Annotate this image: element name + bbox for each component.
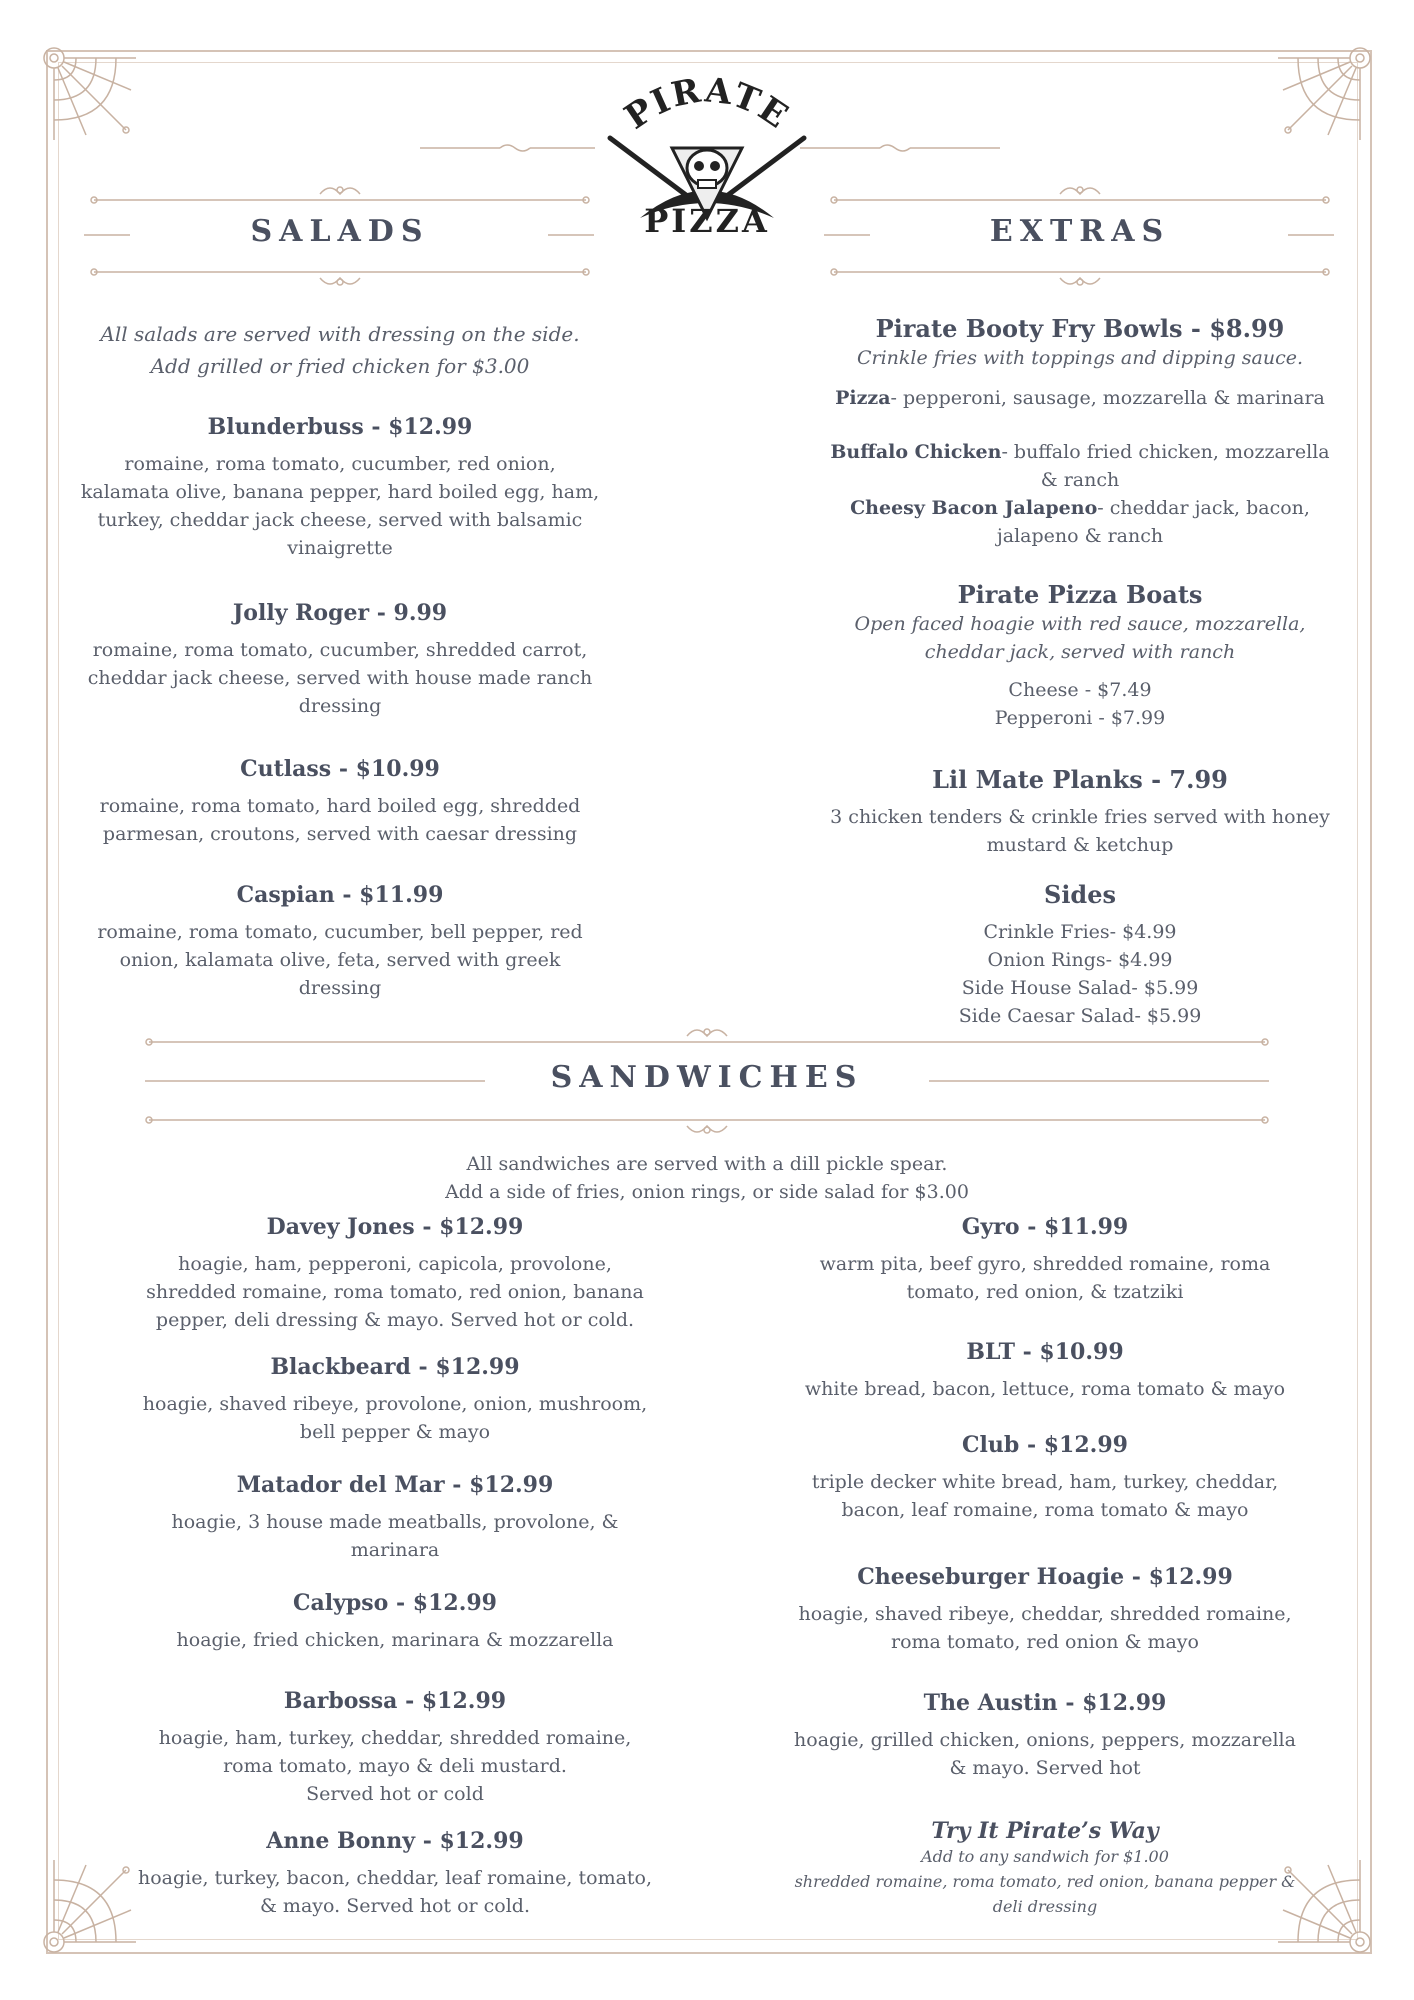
sandwich-blackbeard bbox=[135, 1352, 655, 1446]
sandwiches-title: SANDWICHES bbox=[550, 1060, 864, 1095]
sandwich-desc: hoagie, ham, turkey, cheddar, shredded romaine, roma tomato, mayo & deli mustard. bbox=[158, 1727, 632, 1777]
sandwiches-side-rules bbox=[145, 1078, 1269, 1084]
sandwich-desc-extra: Served hot or cold bbox=[306, 1783, 484, 1805]
logo-top-text: PIRATE bbox=[617, 70, 797, 138]
sandwich-title: Matador del Mar - $12.99 bbox=[236, 1472, 554, 1498]
sandwich-title: Anne Bonny - $12.99 bbox=[266, 1828, 524, 1854]
sandwich-title: Gyro - $11.99 bbox=[961, 1214, 1129, 1240]
fry-bowl-option-jalapeno bbox=[822, 494, 1338, 550]
extras-side-rules bbox=[824, 232, 1334, 238]
salad-item-title: Blunderbuss - $12.99 bbox=[207, 414, 473, 440]
pirates-way-title: Try It Pirate’s Way bbox=[931, 1818, 1159, 1844]
sandwich-title: BLT - $10.99 bbox=[966, 1339, 1124, 1365]
logo-flourish-lines bbox=[420, 140, 1000, 156]
salad-item-desc: romaine, roma tomato, cucumber, red onion, kalamata olive, banana pepper, hard boiled egg, ham, turkey, cheddar jack cheese, served with balsamic vinaigrette bbox=[80, 453, 600, 559]
sandwich-desc: hoagie, shaved ribeye, provolone, onion, mushroom, bell pepper & mayo bbox=[142, 1393, 648, 1443]
salad-item-desc: romaine, roma tomato, hard boiled egg, shredded parmesan, croutons, served with caesar dressing bbox=[99, 795, 581, 845]
salads-title: SALADS bbox=[250, 214, 430, 249]
sandwiches-flourish-top bbox=[145, 1022, 1269, 1048]
try-it-pirates-way bbox=[785, 1818, 1305, 1919]
salad-item-title: Cutlass - $10.99 bbox=[240, 756, 440, 782]
pizza-boats-title: Pirate Pizza Boats bbox=[957, 580, 1203, 609]
sandwich-title: Calypso - $12.99 bbox=[293, 1590, 497, 1616]
sandwich-desc: warm pita, beef gyro, shredded romaine, roma tomato, red onion, & tzatziki bbox=[819, 1253, 1271, 1303]
sandwich-matador-del-mar bbox=[135, 1470, 655, 1564]
side-item: Side House Salad- $5.99 bbox=[961, 977, 1199, 999]
sandwich-title: Davey Jones - $12.99 bbox=[266, 1214, 524, 1240]
sandwiches-note bbox=[300, 1150, 1114, 1206]
sandwich-title: The Austin - $12.99 bbox=[923, 1690, 1167, 1716]
sandwich-anne-bonny bbox=[135, 1826, 655, 1920]
fry-bowl-option-label: Buffalo Chicken bbox=[830, 441, 1002, 463]
salad-item-blunderbuss bbox=[80, 412, 600, 562]
pizza-boats-price-pepperoni: Pepperoni - $7.99 bbox=[994, 707, 1166, 729]
salads-side-rules bbox=[84, 232, 594, 238]
fry-bowl-option-text: - cheddar jack, bacon, jalapeno & ranch bbox=[996, 497, 1310, 547]
corner-ornament-top-right bbox=[1268, 40, 1378, 150]
planks-desc: 3 chicken tenders & crinkle fries served with honey mustard & ketchup bbox=[830, 806, 1330, 856]
sandwich-desc: white bread, bacon, lettuce, roma tomato & mayo bbox=[804, 1378, 1286, 1400]
fry-bowl-option-text: - pepperoni, sausage, mozzarella & marinara bbox=[890, 387, 1325, 409]
sandwich-club bbox=[785, 1430, 1305, 1524]
sandwich-barbossa bbox=[135, 1686, 655, 1808]
salads-flourish-bottom bbox=[90, 266, 590, 292]
extras-pizza-boats bbox=[822, 580, 1338, 732]
extras-fry-bowls bbox=[822, 314, 1338, 550]
fry-bowls-title: Pirate Booty Fry Bowls - $8.99 bbox=[875, 314, 1285, 343]
salad-item-cutlass bbox=[80, 754, 600, 848]
extras-flourish-bottom bbox=[830, 266, 1330, 292]
sandwich-desc: triple decker white bread, ham, turkey, cheddar, bacon, leaf romaine, roma tomato & mayo bbox=[811, 1471, 1279, 1521]
sides-title: Sides bbox=[1043, 880, 1116, 909]
side-item: Crinkle Fries- $4.99 bbox=[983, 921, 1177, 943]
salads-note bbox=[80, 318, 600, 382]
sandwich-desc: hoagie, 3 house made meatballs, provolone, & marinara bbox=[171, 1511, 619, 1561]
side-item: Onion Rings- $4.99 bbox=[987, 949, 1173, 971]
planks-title: Lil Mate Planks - 7.99 bbox=[932, 765, 1228, 794]
salads-note-line1: All salads are served with dressing on the side. bbox=[100, 322, 580, 346]
extras-flourish-top bbox=[830, 180, 1330, 206]
pirates-way-line1: Add to any sandwich for $1.00 bbox=[921, 1847, 1169, 1866]
sandwich-cheeseburger-hoagie bbox=[785, 1562, 1305, 1656]
extras-lil-mate-planks bbox=[822, 765, 1338, 859]
sandwich-desc: hoagie, turkey, bacon, cheddar, leaf romaine, tomato, & mayo. Served hot or cold. bbox=[137, 1867, 653, 1917]
fry-bowls-subtitle: Crinkle fries with toppings and dipping sauce. bbox=[856, 347, 1304, 369]
sandwich-gyro bbox=[785, 1212, 1305, 1306]
corner-ornament-bottom-left bbox=[36, 1850, 146, 1960]
pirates-way-line2: shredded romaine, roma tomato, red onion, banana pepper & deli dressing bbox=[794, 1872, 1296, 1916]
fry-bowl-option-label: Cheesy Bacon Jalapeno bbox=[850, 497, 1098, 519]
sandwich-desc: hoagie, fried chicken, marinara & mozzarella bbox=[176, 1629, 614, 1651]
extras-title: EXTRAS bbox=[989, 214, 1171, 249]
sandwich-the-austin bbox=[785, 1688, 1305, 1782]
sandwiches-note-line2: Add a side of fries, onion rings, or side salad for $3.00 bbox=[445, 1181, 969, 1203]
pizza-boats-subtitle: Open faced hoagie with red sauce, mozzarella, cheddar jack, served with ranch bbox=[854, 613, 1306, 663]
sandwich-davey-jones bbox=[135, 1212, 655, 1334]
sandwich-calypso bbox=[135, 1588, 655, 1654]
sandwich-desc: hoagie, ham, pepperoni, capicola, provolone, shredded romaine, roma tomato, red onion, banana pepper, deli dressing & mayo. Served hot or cold. bbox=[146, 1253, 644, 1331]
salad-item-desc: romaine, roma tomato, cucumber, bell pepper, red onion, kalamata olive, feta, served with greek dressing bbox=[97, 921, 583, 999]
sandwich-title: Club - $12.99 bbox=[962, 1432, 1128, 1458]
fry-bowl-option-buffalo bbox=[822, 438, 1338, 494]
sandwich-title: Barbossa - $12.99 bbox=[283, 1688, 507, 1714]
extras-sides bbox=[822, 880, 1338, 1030]
sandwich-desc: hoagie, shaved ribeye, cheddar, shredded romaine, roma tomato, red onion & mayo bbox=[798, 1603, 1292, 1653]
sandwiches-flourish-bottom bbox=[145, 1114, 1269, 1140]
fry-bowl-option-text: - buffalo fried chicken, mozzarella & ranch bbox=[1001, 441, 1330, 491]
corner-ornament-top-left bbox=[36, 40, 146, 150]
salad-item-title: Jolly Roger - 9.99 bbox=[232, 600, 448, 626]
salad-item-caspian bbox=[80, 880, 600, 1002]
sandwich-title: Blackbeard - $12.99 bbox=[270, 1354, 520, 1380]
salads-flourish-top bbox=[90, 180, 590, 206]
fry-bowl-option-label: Pizza bbox=[835, 387, 891, 409]
salads-note-line2: Add grilled or fried chicken for $3.00 bbox=[150, 354, 530, 378]
sandwich-blt bbox=[785, 1337, 1305, 1403]
salad-item-desc: romaine, roma tomato, cucumber, shredded carrot, cheddar jack cheese, served with house made ranch dressing bbox=[87, 639, 593, 717]
fry-bowl-option-pizza bbox=[822, 384, 1338, 412]
pizza-boats-price-cheese: Cheese - $7.49 bbox=[1008, 679, 1152, 701]
salad-item-title: Caspian - $11.99 bbox=[236, 882, 444, 908]
sandwich-title: Cheeseburger Hoagie - $12.99 bbox=[857, 1564, 1233, 1590]
sandwiches-note-line1: All sandwiches are served with a dill pickle spear. bbox=[466, 1153, 948, 1175]
side-item: Side Caesar Salad- $5.99 bbox=[958, 1005, 1202, 1027]
salad-item-jolly-roger bbox=[80, 598, 600, 720]
logo-bottom-text: PIZZA bbox=[644, 202, 770, 236]
sandwich-desc: hoagie, grilled chicken, onions, peppers, mozzarella & mayo. Served hot bbox=[794, 1729, 1296, 1779]
